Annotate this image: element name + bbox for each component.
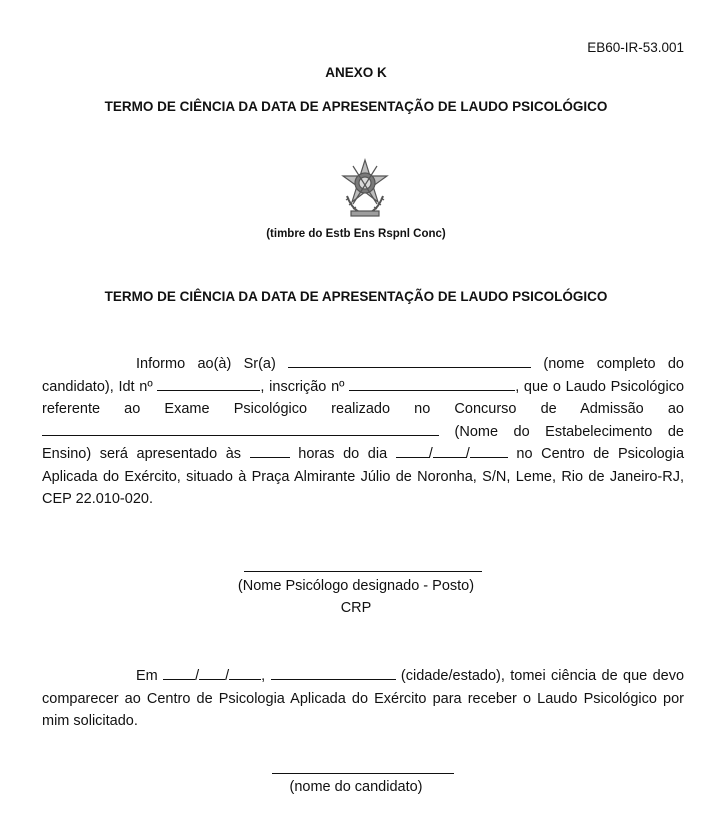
paragraph-text: Em — [136, 668, 158, 684]
psychologist-signature-line — [244, 571, 482, 572]
acknowledgment-paragraph — [42, 665, 684, 733]
date-separator: / — [195, 668, 200, 684]
paragraph-text: horas do dia — [298, 446, 388, 462]
candidate-name-field[interactable] — [288, 353, 531, 368]
date-separator: / — [465, 446, 470, 462]
month-field[interactable] — [433, 443, 466, 458]
institution-name-field[interactable] — [42, 421, 439, 436]
id-number-field[interactable] — [157, 376, 260, 391]
candidate-signature-line — [272, 773, 454, 774]
psychologist-name-label: (Nome Psicólogo designado - Posto) — [237, 578, 475, 594]
registration-number-field[interactable] — [349, 376, 515, 391]
paragraph-text: (cidade/estado), tomei ciência de que devo comparecer ao Centro de Psicologia Aplicada do Exército para receber o Laudo Psicológico por mim solicitado. — [42, 668, 685, 729]
paragraph-text: Informo ao(à) Sr(a) — [136, 356, 276, 372]
ack-year-field[interactable] — [229, 665, 261, 680]
year-field[interactable] — [470, 443, 508, 458]
paragraph-text: (nome completo do candidato), Idt nº — [42, 356, 684, 395]
paragraph-text: , inscrição nº — [260, 378, 345, 395]
document-subtitle: TERMO DE CIÊNCIA DA DATA DE APRESENTAÇÃO DE LAUDO PSICOLÓGICO — [104, 289, 608, 304]
letterhead-note: (timbre do Estb Ens Rspnl Conc) — [266, 228, 446, 240]
brazil-coat-of-arms-icon — [333, 156, 397, 220]
annex-title: ANEXO K — [325, 65, 387, 80]
crp-label: CRP — [340, 600, 372, 616]
candidate-name-label: (nome do candidato) — [289, 779, 423, 795]
paragraph-text: no Centro de Psicologia Aplicada do Exército, situado à Praça Almirante Júlio de Noronha, S/N, Leme, Rio de Janeiro-RJ, CEP 22.010-020. — [42, 446, 685, 507]
day-field[interactable] — [396, 443, 429, 458]
date-separator: / — [428, 446, 433, 462]
time-field[interactable] — [250, 443, 290, 458]
document-code: EB60-IR-53.001 — [587, 40, 684, 55]
notice-paragraph — [42, 353, 684, 511]
ack-month-field[interactable] — [199, 665, 225, 680]
paragraph-text: , que o Laudo Psicológico referente ao Exame Psicológico realizado no Concurso de Admissão ao — [42, 378, 685, 417]
city-state-field[interactable] — [271, 665, 396, 680]
document-title: TERMO DE CIÊNCIA DA DATA DE APRESENTAÇÃO DE LAUDO PSICOLÓGICO — [104, 99, 608, 114]
paragraph-text: (Nome do Estabelecimento de Ensino) será apresentado às — [42, 423, 684, 462]
paragraph-text: , — [261, 668, 266, 684]
date-separator: / — [225, 668, 230, 684]
ack-day-field[interactable] — [163, 665, 195, 680]
